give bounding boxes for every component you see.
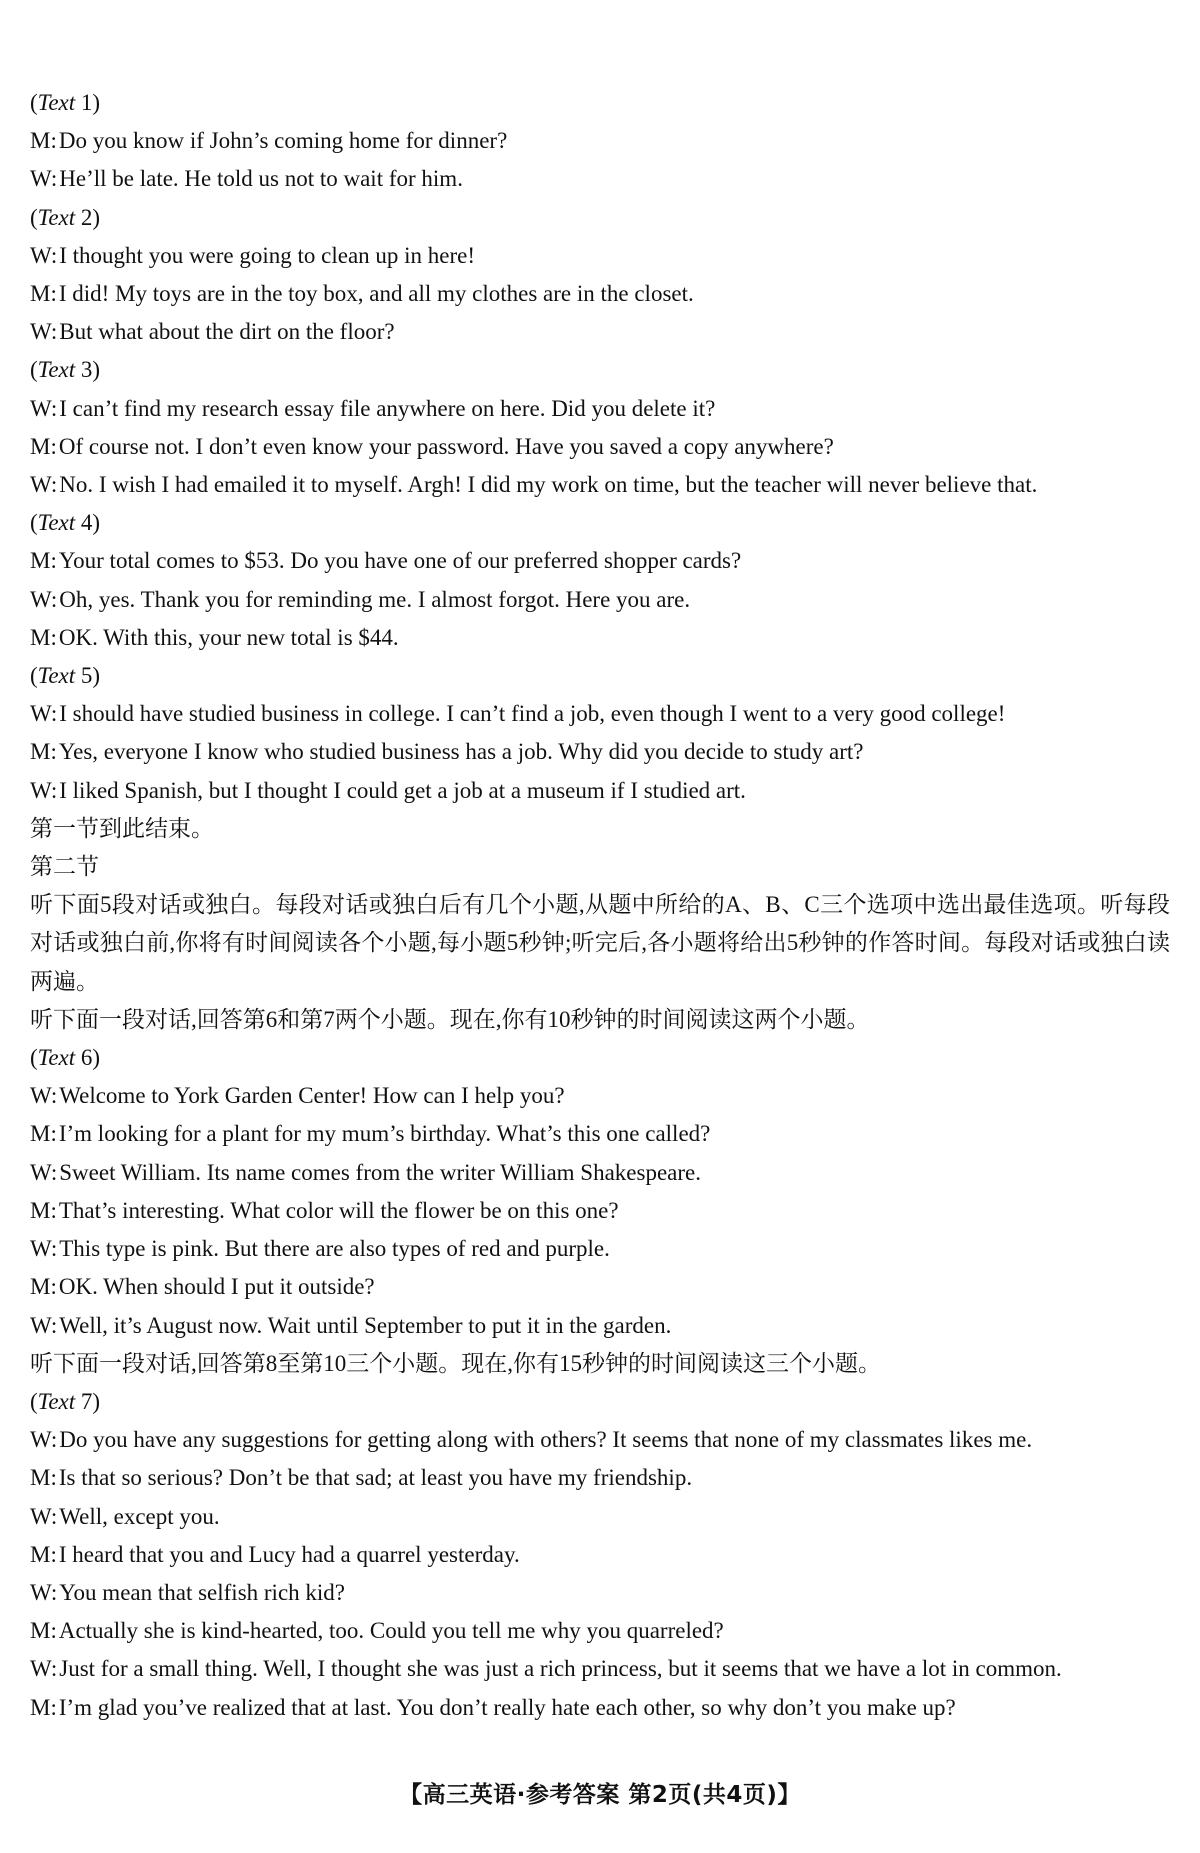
text-label-number: 5) — [75, 663, 101, 689]
dialogue-line — [30, 695, 1170, 733]
dialogue-text: I’m looking for a plant for my mum’s birthday. What’s this one called? — [58, 1121, 711, 1147]
dialogue-line — [30, 1574, 1170, 1612]
speaker-tag: W: — [30, 1503, 58, 1529]
dialogue-line — [30, 542, 1170, 580]
dialogue-text: Do you have any suggestions for getting along with others? It seems that none of my classmates likes me. — [59, 1427, 1033, 1453]
speaker-tag: W: — [30, 1579, 58, 1605]
speaker-tag: M: — [30, 1618, 57, 1644]
dialogue-text: Is that so serious? Don’t be that sad; at least you have my friendship. — [58, 1465, 693, 1491]
instruction-paragraph: 听下面5段对话或独白。每段对话或独白后有几个小题,从题中所给的A、B、C三个选项中选出最佳选项。听每段对话或独白前,你将有时间阅读各个小题,每小题5秒钟;听完后,各小题将给出5秒钟的作答时间。每段对话或独白读两遍。 — [30, 892, 1170, 994]
text-label-word: Text — [37, 90, 76, 115]
text-label-open: ( — [30, 510, 38, 536]
dialogue-text: I should have studied business in college. I can’t find a job, even though I went to a very good college! — [59, 701, 1006, 727]
speaker-tag: M: — [30, 1541, 57, 1567]
dialogue-line — [30, 1498, 1170, 1536]
text-label — [30, 1383, 1170, 1421]
dialogue-line — [30, 1077, 1170, 1115]
text-label-number: 4) — [75, 510, 101, 536]
text-label-open: ( — [30, 90, 38, 115]
dialogue-text: Welcome to York Garden Center! How can I help you? — [59, 1083, 565, 1109]
text-label-word: Text — [37, 357, 76, 383]
speaker-tag: M: — [30, 1197, 57, 1223]
dialogue-line — [30, 466, 1170, 504]
dialogue-text: He’ll be late. He told us not to wait for him. — [59, 166, 463, 192]
dialogue-text: That’s interesting. What color will the flower be on this one? — [58, 1197, 619, 1223]
speaker-tag: M: — [30, 1274, 57, 1300]
text-label — [30, 351, 1170, 389]
text-label-open: ( — [30, 1045, 38, 1071]
dialogue-text: This type is pink. But there are also types of red and purple. — [59, 1236, 610, 1262]
dialogue-text: OK. When should I put it outside? — [58, 1274, 375, 1300]
text-label — [30, 199, 1170, 237]
dialogue-line — [30, 1421, 1170, 1459]
dialogue-line — [30, 160, 1170, 198]
speaker-tag: M: — [30, 1465, 57, 1491]
text-label — [30, 504, 1170, 542]
dialogue-text: Well, it’s August now. Wait until September to put it in the garden. — [59, 1312, 672, 1338]
speaker-tag: M: — [30, 281, 57, 307]
text-label-number: 2) — [75, 204, 101, 230]
text-label-open: ( — [30, 1388, 38, 1414]
instruction-line: 听下面一段对话,回答第8至第10三个小题。现在,你有15秒钟的时间阅读这三个小题。 — [30, 1350, 881, 1376]
dialogue-line — [30, 1612, 1170, 1650]
dialogue-line — [30, 1307, 1170, 1345]
speaker-tag: W: — [30, 1656, 58, 1682]
dialogue-line — [30, 237, 1170, 275]
dialogue-line — [30, 1459, 1170, 1497]
dialogue-text: Your total comes to $53. Do you have one of our preferred shopper cards? — [58, 548, 742, 574]
text-label-open: ( — [30, 357, 38, 383]
dialogue-line — [30, 1154, 1170, 1192]
dialogue-line — [30, 1268, 1170, 1306]
dialogue-text: I can’t find my research essay file anywhere on here. Did you delete it? — [59, 395, 716, 421]
instruction-line: 第一节到此结束。 — [30, 815, 214, 841]
dialogue-line — [30, 122, 1170, 160]
text-label-open: ( — [30, 204, 38, 230]
dialogue-text: Actually she is kind-hearted, too. Could you tell me why you quarreled? — [58, 1618, 724, 1644]
dialogue-text: I thought you were going to clean up in here! — [59, 242, 476, 268]
speaker-tag: W: — [30, 472, 58, 498]
dialogue-line — [30, 1650, 1170, 1688]
dialogue-text: Just for a small thing. Well, I thought she was just a rich princess, but it seems that we have a lot in common. — [59, 1656, 1062, 1682]
dialogue-text: But what about the dirt on the floor? — [59, 319, 395, 345]
speaker-tag: W: — [30, 586, 58, 612]
speaker-tag: M: — [30, 433, 57, 459]
text-label-word: Text — [37, 510, 76, 536]
dialogue-line — [30, 428, 1170, 466]
text-label-number: 7) — [75, 1388, 101, 1414]
instruction-line: 第二节 — [30, 854, 99, 880]
dialogue-text: Well, except you. — [59, 1503, 220, 1529]
dialogue-text: Do you know if John’s coming home for dinner? — [58, 128, 508, 154]
speaker-tag: M: — [30, 624, 57, 650]
speaker-tag: W: — [30, 1159, 58, 1185]
dialogue-line — [30, 1230, 1170, 1268]
speaker-tag: W: — [30, 166, 58, 192]
text-label-number: 1) — [75, 90, 101, 115]
dialogue-text: I heard that you and Lucy had a quarrel yesterday. — [58, 1541, 520, 1567]
text-label — [30, 657, 1170, 695]
speaker-tag: M: — [30, 1121, 57, 1147]
dialogue-text: I’m glad you’ve realized that at last. You don’t really hate each other, so why don’t you make up? — [58, 1694, 956, 1720]
speaker-tag: W: — [30, 1083, 58, 1109]
text-label-open: ( — [30, 663, 38, 689]
instruction-line: 听下面一段对话,回答第6和第7两个小题。现在,你有10秒钟的时间阅读这两个小题。 — [30, 1006, 870, 1032]
dialogue-text: Yes, everyone I know who studied business has a job. Why did you decide to study art? — [58, 739, 864, 765]
dialogue-text: Sweet William. Its name comes from the writer William Shakespeare. — [59, 1159, 702, 1185]
dialogue-text: No. I wish I had emailed it to myself. Argh! I did my work on time, but the teacher will never believe that. — [59, 472, 1038, 498]
text-label — [30, 84, 1170, 122]
speaker-tag: M: — [30, 739, 57, 765]
dialogue-line — [30, 1115, 1170, 1153]
speaker-tag: W: — [30, 319, 58, 345]
dialogue-text: Oh, yes. Thank you for reminding me. I almost forgot. Here you are. — [59, 586, 691, 612]
dialogue-line — [30, 1536, 1170, 1574]
page-footer: 【高三英语·参考答案 第2页(共4页)】 — [399, 1782, 801, 1808]
text-label-number: 6) — [75, 1045, 101, 1071]
dialogue-text: I did! My toys are in the toy box, and all my clothes are in the closet. — [58, 281, 694, 307]
speaker-tag: W: — [30, 1236, 58, 1262]
text-label — [30, 1039, 1170, 1077]
text-label-word: Text — [37, 1388, 76, 1414]
dialogue-line — [30, 581, 1170, 619]
speaker-tag: W: — [30, 777, 58, 803]
text-label-word: Text — [37, 1045, 76, 1071]
answer-key-text — [30, 84, 1170, 1727]
dialogue-text: You mean that selfish rich kid? — [59, 1579, 346, 1605]
text-label-word: Text — [37, 204, 76, 230]
speaker-tag: W: — [30, 1312, 58, 1338]
speaker-tag: W: — [30, 1427, 58, 1453]
dialogue-text: OK. With this, your new total is $44. — [58, 624, 399, 650]
text-label-word: Text — [37, 663, 76, 689]
speaker-tag: M: — [30, 128, 57, 154]
dialogue-line — [30, 275, 1170, 313]
dialogue-line — [30, 619, 1170, 657]
speaker-tag: M: — [30, 1694, 57, 1720]
text-label-number: 3) — [75, 357, 101, 383]
dialogue-line — [30, 390, 1170, 428]
speaker-tag: M: — [30, 548, 57, 574]
dialogue-text: Of course not. I don’t even know your password. Have you saved a copy anywhere? — [58, 433, 834, 459]
dialogue-line — [30, 733, 1170, 771]
dialogue-line — [30, 772, 1170, 810]
dialogue-line — [30, 1192, 1170, 1230]
dialogue-line — [30, 1689, 1170, 1727]
dialogue-text: I liked Spanish, but I thought I could get a job at a museum if I studied art. — [59, 777, 746, 803]
speaker-tag: W: — [30, 395, 58, 421]
dialogue-line — [30, 313, 1170, 351]
speaker-tag: W: — [30, 242, 58, 268]
speaker-tag: W: — [30, 701, 58, 727]
